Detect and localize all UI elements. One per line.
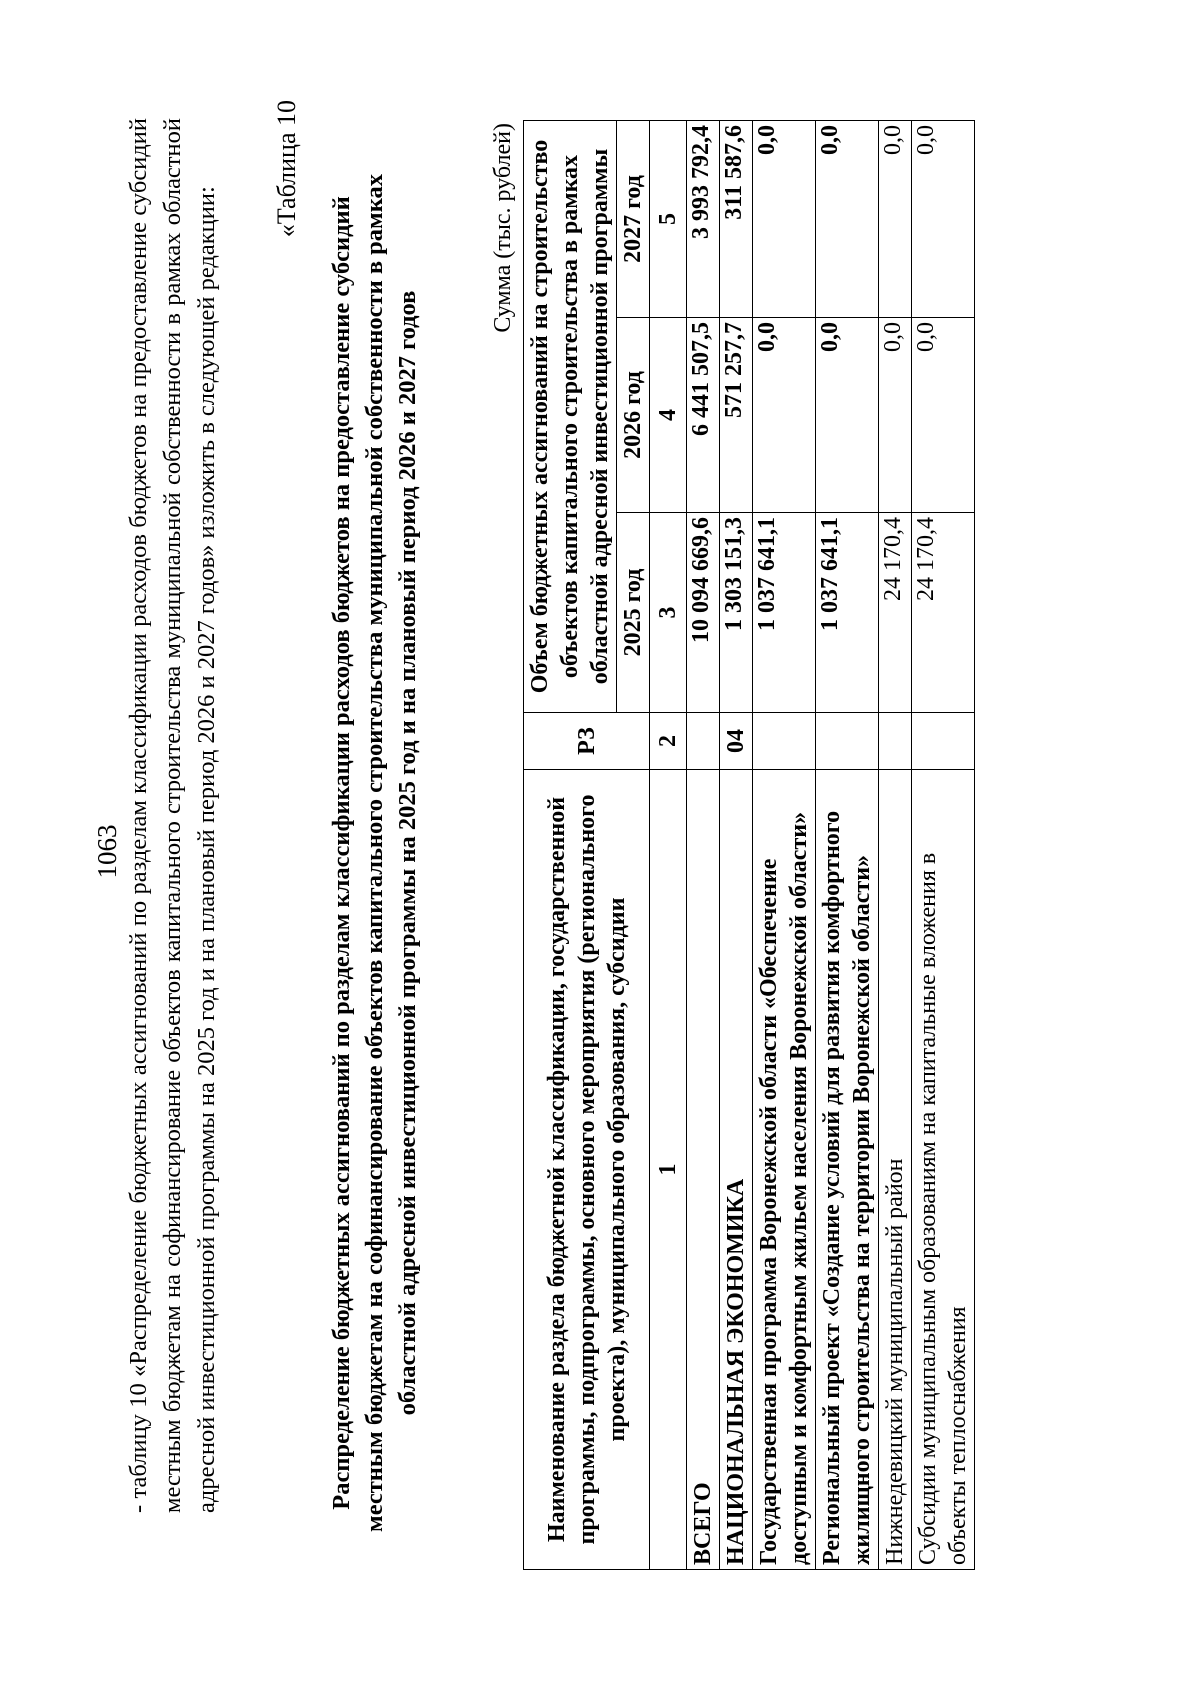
- table-row: [720, 121, 753, 1570]
- page-number: 1063: [92, 824, 122, 879]
- row-value-2025: 10 094 669,6: [687, 513, 720, 713]
- row-value-2027: 0,0: [912, 121, 975, 318]
- row-value-2027: 3 993 792,4: [687, 121, 720, 318]
- header-volume: Объем бюджетных ассигнований на строительство объектов капитального строительства в рамках областной адресной инвестиционной программы: [524, 121, 617, 713]
- column-number: 4: [650, 318, 687, 513]
- row-value-2025: 1 037 641,1: [816, 513, 879, 713]
- intro-paragraph: - таблицу 10 «Распределение бюджетных ассигнований по разделам классификации расходов бюджетов на предоставление субсидий местным бюджетам на софинансирование объектов капитального строительства муниципальной собственности в рамках областной адресной инвестиционной программы на 2025 год и на плановый период 2026 и 2027 годов» изложить в следующей редакции:: [125, 118, 220, 1513]
- column-number: 2: [650, 713, 687, 770]
- header-2025: 2025 год: [617, 513, 650, 713]
- row-rz: [753, 713, 816, 770]
- table-title: Распределение бюджетных ассигнований по разделам классификации расходов бюджетов на предоставление субсидий местным бюджетам на софинансирование объектов капитального строительства муниципальной собственности в рамках областной адресной инвестиционной программы на 2025 год и на плановый период 2026 и 2027 годов: [328, 174, 421, 1532]
- row-rz: [687, 713, 720, 770]
- row-value-2027: 0,0: [753, 121, 816, 318]
- table-row: [687, 121, 720, 1570]
- header-row: [524, 121, 617, 1570]
- header-2027: 2027 год: [617, 121, 650, 318]
- row-value-2025: 1 037 641,1: [753, 513, 816, 713]
- header-rz: РЗ: [524, 713, 650, 770]
- row-value-2026: 0,0: [912, 318, 975, 513]
- budget-table: [523, 120, 975, 1570]
- row-value-2025: 1 303 151,3: [720, 513, 753, 713]
- table-row: [753, 121, 816, 1570]
- row-rz: 04: [720, 713, 753, 770]
- header-2026: 2026 год: [617, 318, 650, 513]
- column-number: 1: [650, 770, 687, 1570]
- row-name: Субсидии муниципальным образованиям на капитальные вложения в объекты теплоснабжения: [912, 770, 975, 1570]
- row-rz: [879, 713, 912, 770]
- row-value-2026: 6 441 507,5: [687, 318, 720, 513]
- table-row: [879, 121, 912, 1570]
- table-row: [816, 121, 879, 1570]
- row-value-2027: 0,0: [879, 121, 912, 318]
- column-number: 5: [650, 121, 687, 318]
- table-reference: «Таблица 10: [272, 100, 301, 238]
- column-numbers-row: [650, 121, 687, 1570]
- row-name: ВСЕГО: [687, 770, 720, 1570]
- row-name: Нижнедевицкий муниципальный район: [879, 770, 912, 1570]
- row-value-2025: 24 170,4: [879, 513, 912, 713]
- column-number: 3: [650, 513, 687, 713]
- row-value-2026: 0,0: [753, 318, 816, 513]
- header-name: Наименование раздела бюджетной классификации, государственной программы, подпрограммы, основного мероприятия (регионального проекта), муниципального образования, субсидии: [524, 770, 650, 1570]
- row-value-2027: 0,0: [816, 121, 879, 318]
- units-label: Сумма (тыс. рублей): [490, 123, 516, 333]
- row-value-2026: 0,0: [816, 318, 879, 513]
- row-rz: [912, 713, 975, 770]
- row-value-2027: 311 587,6: [720, 121, 753, 318]
- row-name: Государственная программа Воронежской области «Обеспечение доступным и комфортным жильем населения Воронежской области»: [753, 770, 816, 1570]
- row-value-2026: 571 257,7: [720, 318, 753, 513]
- row-value-2026: 0,0: [879, 318, 912, 513]
- row-value-2025: 24 170,4: [912, 513, 975, 713]
- row-name: НАЦИОНАЛЬНАЯ ЭКОНОМИКА: [720, 770, 753, 1570]
- row-rz: [816, 713, 879, 770]
- row-name: Региональный проект «Создание условий для развития комфортного жилищного строительства на территории Воронежской области»: [816, 770, 879, 1570]
- table-row: [912, 121, 975, 1570]
